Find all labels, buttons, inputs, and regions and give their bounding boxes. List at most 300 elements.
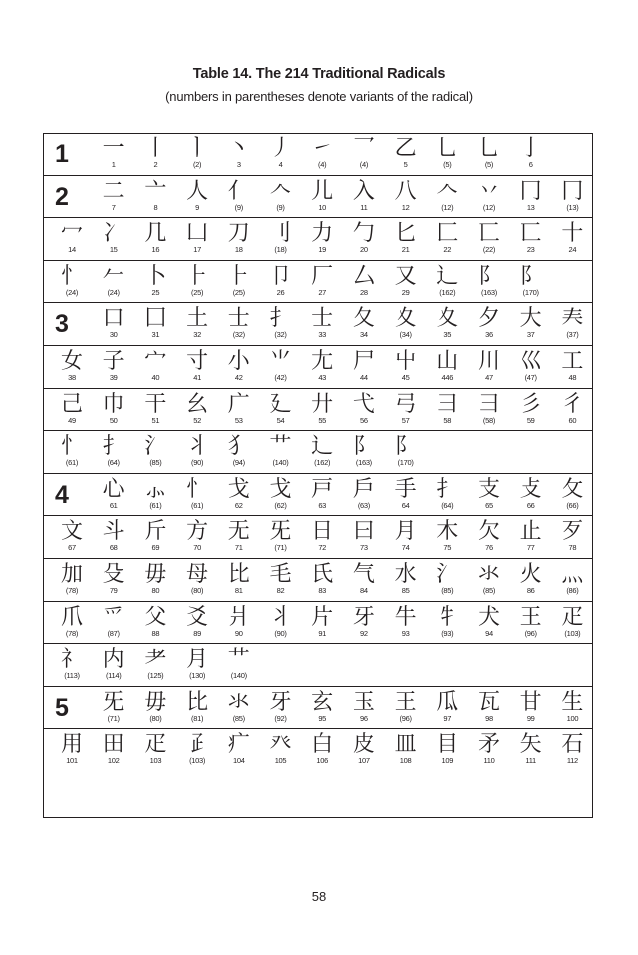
radical-cell	[218, 603, 260, 644]
radical-glyph: 氏	[311, 562, 334, 587]
radical-number: 12	[401, 202, 410, 212]
radical-number: 85	[401, 586, 410, 595]
radical-number: 63	[318, 500, 327, 510]
radical-glyph: 𠂉	[102, 263, 125, 289]
radical-number: (66)	[566, 500, 579, 510]
radical-number: (170)	[522, 287, 539, 297]
radical-glyph: 犬	[477, 604, 500, 630]
radical-cell	[51, 517, 93, 558]
radical-glyph: 勹	[352, 221, 375, 247]
radical-glyph: 乛	[352, 136, 375, 161]
radical-cell	[468, 134, 510, 175]
radical-cell	[218, 560, 260, 601]
radical-cell	[551, 603, 593, 644]
radical-number: 62	[234, 500, 243, 510]
radical-number: (61)	[191, 500, 204, 510]
radical-cell	[93, 603, 135, 644]
radical-cell	[134, 390, 176, 431]
radical-number: (5)	[443, 160, 452, 169]
radical-glyph: 牙	[352, 604, 375, 630]
radical-glyph: 生	[561, 689, 584, 715]
radical-number: 81	[234, 586, 243, 595]
radical-glyph: 父	[144, 604, 167, 630]
radical-cell	[134, 475, 176, 516]
radical-cell	[301, 730, 343, 772]
radical-glyph: 月	[394, 519, 417, 545]
radical-number: (96)	[524, 628, 537, 638]
radical-cell	[260, 390, 302, 431]
radical-glyph: 幺	[186, 391, 209, 417]
radical-number: 52	[193, 415, 201, 425]
radical-number: 68	[109, 543, 118, 553]
radical-glyph: 乚	[477, 136, 500, 161]
radical-glyph: 爿	[227, 604, 250, 630]
radical-cell	[176, 432, 218, 473]
radical-glyph: 彐	[436, 391, 459, 417]
radical-glyph: 乙	[394, 136, 417, 161]
radical-number: 6	[528, 160, 533, 169]
radical-glyph: 戈	[227, 476, 250, 502]
radical-number: (25)	[191, 287, 204, 297]
radical-glyph: 丬	[186, 434, 209, 460]
radical-cell	[426, 688, 468, 729]
radical-glyph: 囗	[144, 306, 167, 332]
radical-number: (4)	[359, 160, 369, 169]
radical-glyph: 瓦	[477, 689, 500, 715]
radical-cell	[218, 262, 260, 303]
radical-number: 33	[318, 330, 327, 340]
radical-number: (80)	[191, 586, 204, 595]
radical-glyph: 无	[227, 519, 250, 545]
radical-glyph: 干	[144, 391, 167, 417]
radical-cell	[134, 262, 176, 303]
radical-cell	[301, 560, 343, 601]
radical-glyph: 比	[186, 689, 209, 715]
radical-cell	[510, 517, 552, 558]
radical-cell	[218, 688, 260, 729]
radical-number: 90	[234, 628, 243, 638]
radical-cell	[551, 177, 593, 218]
radical-glyph: 彳	[561, 391, 584, 417]
radical-number: 111	[525, 756, 536, 766]
radical-glyph: 冫	[102, 221, 125, 247]
radical-glyph: 水	[394, 562, 417, 587]
radical-cell	[51, 262, 93, 303]
radical-cell	[343, 304, 385, 345]
radical-number: 97	[443, 713, 452, 723]
radical-number: 64	[401, 500, 410, 510]
radical-cell	[385, 603, 427, 644]
radical-glyph: 艹	[269, 434, 292, 460]
radical-glyph: 工	[561, 349, 584, 374]
radical-cell	[51, 645, 93, 686]
radical-cell	[51, 432, 93, 473]
radical-cell	[468, 603, 510, 644]
radical-cell	[93, 262, 135, 303]
radical-cell	[176, 517, 218, 558]
radical-glyph: 辶	[436, 263, 459, 289]
radical-number: 29	[401, 287, 410, 297]
radical-cell	[468, 730, 510, 772]
table-row	[44, 475, 592, 517]
radical-glyph: 冂	[561, 178, 584, 204]
radical-glyph: 小	[227, 349, 250, 374]
radical-cell	[426, 219, 468, 260]
radical-cell	[260, 688, 302, 729]
radical-glyph: 皮	[352, 732, 375, 758]
radical-glyph: 用	[60, 732, 83, 758]
radical-cell	[510, 262, 552, 303]
radical-number: 77	[526, 543, 535, 553]
radical-glyph: 疋	[561, 604, 584, 630]
radical-number: 30	[109, 330, 118, 340]
radical-cell	[551, 730, 593, 772]
radical-cell	[385, 475, 427, 516]
radical-glyph: 止	[519, 519, 542, 545]
radical-glyph: 𠆢	[436, 178, 459, 204]
radical-cell	[343, 517, 385, 558]
radical-number: 92	[360, 628, 368, 638]
table-row	[44, 347, 592, 389]
radical-number: 65	[485, 500, 493, 510]
radical-glyph: 刀	[227, 221, 250, 247]
radical-glyph: 丬	[269, 604, 292, 630]
radical-number: (18)	[274, 245, 287, 255]
radical-cell	[510, 219, 552, 260]
radical-number: (37)	[566, 330, 579, 340]
radical-glyph: 戶	[352, 476, 375, 502]
radical-cell	[93, 517, 135, 558]
radical-cell	[343, 730, 385, 772]
radical-glyph: 戸	[311, 476, 334, 502]
radical-cell	[510, 603, 552, 644]
radical-glyph: 木	[436, 519, 459, 545]
radical-cell	[93, 304, 135, 345]
radical-cell	[93, 134, 135, 175]
radical-number: 76	[485, 543, 493, 553]
radical-glyph: 女	[60, 349, 83, 374]
radical-glyph: 戈	[269, 476, 292, 502]
radical-cell	[343, 475, 385, 516]
radical-glyph: 母	[186, 562, 209, 587]
radical-glyph: 二	[102, 178, 125, 204]
radical-cell	[134, 177, 176, 218]
radical-glyph: 士	[311, 306, 334, 332]
radical-glyph: 曰	[352, 519, 375, 545]
radical-number: 93	[401, 628, 410, 638]
radical-glyph: 夕	[477, 306, 500, 332]
radical-cell	[510, 475, 552, 516]
radical-glyph: ㅣ	[186, 136, 208, 161]
radical-number: 11	[360, 202, 368, 212]
stroke-count-label: 4	[55, 480, 69, 509]
radical-glyph: 攵	[561, 476, 584, 502]
radical-glyph: 彡	[519, 391, 542, 417]
radical-glyph: 石	[561, 732, 584, 758]
radical-number: (62)	[274, 500, 287, 510]
radical-number: 56	[360, 415, 368, 425]
radical-number: (163)	[355, 458, 372, 468]
radical-number: 99	[526, 713, 535, 723]
radical-cell	[343, 390, 385, 431]
radical-number: (42)	[274, 373, 287, 382]
radical-glyph: 玉	[352, 689, 375, 715]
radical-number: 89	[193, 628, 201, 638]
radical-number: (81)	[191, 713, 204, 723]
radical-number: 18	[234, 245, 243, 255]
radical-glyph: 力	[311, 221, 334, 247]
radical-cell	[468, 688, 510, 729]
radical-cell	[218, 432, 260, 473]
radical-cell	[176, 262, 218, 303]
table-row	[44, 390, 592, 432]
radical-cell	[426, 475, 468, 516]
radical-cell	[218, 304, 260, 345]
radical-number: 59	[526, 415, 535, 425]
radical-number: 1	[111, 160, 116, 169]
radical-cell	[176, 134, 218, 175]
radical-number: (64)	[107, 458, 120, 468]
radical-cell	[218, 390, 260, 431]
radical-glyph: 牜	[436, 604, 459, 630]
radical-glyph: 白	[311, 732, 334, 758]
radical-number: 72	[318, 543, 327, 553]
radical-number: (114)	[105, 671, 122, 681]
radical-cell	[551, 475, 593, 516]
radical-cell	[260, 177, 302, 218]
radical-cell	[551, 390, 593, 431]
radical-number: 26	[276, 287, 285, 297]
radical-glyph: 毛	[269, 562, 292, 587]
radical-number: 8	[153, 202, 158, 212]
radical-glyph: 丿	[269, 136, 292, 161]
radical-number: 73	[360, 543, 368, 553]
radical-number: (90)	[191, 458, 204, 468]
radical-cell	[385, 219, 427, 260]
radical-cell	[260, 517, 302, 558]
radical-number: 58	[443, 415, 452, 425]
radical-cell	[260, 219, 302, 260]
radical-number: (61)	[149, 500, 162, 510]
radical-glyph: 气	[352, 562, 375, 587]
radical-cell	[51, 390, 93, 431]
radical-number: 7	[111, 202, 116, 212]
radical-number: 44	[360, 373, 368, 382]
radical-glyph: 癶	[269, 732, 292, 758]
radical-number: 108	[399, 756, 412, 766]
radical-number: (78)	[65, 628, 79, 638]
radical-cell	[468, 262, 510, 303]
radical-cell	[51, 560, 93, 601]
radical-cell	[426, 517, 468, 558]
radical-cell	[176, 645, 218, 686]
radical-cell	[343, 262, 385, 303]
radical-number: 101	[66, 756, 78, 766]
radical-glyph: 方	[186, 519, 209, 545]
radical-cell	[510, 347, 552, 388]
radical-glyph: 斗	[102, 519, 125, 545]
radical-cell	[551, 347, 593, 388]
radical-number: 3	[236, 160, 241, 169]
radical-glyph: 丶	[227, 136, 250, 161]
radical-number: 69	[151, 543, 160, 553]
radical-glyph: 丷	[477, 178, 500, 204]
radical-glyph: 亅	[519, 136, 542, 161]
radical-cell	[51, 347, 93, 388]
radical-glyph: 厂	[311, 263, 334, 289]
radical-cell	[260, 134, 302, 175]
radical-number: 82	[276, 586, 285, 595]
radical-glyph: ⺗	[144, 476, 167, 502]
radical-number: 14	[68, 245, 76, 255]
radical-glyph: 八	[394, 178, 417, 204]
radical-number: 43	[318, 373, 327, 382]
radical-cell	[551, 517, 593, 558]
radical-number: 74	[401, 543, 410, 553]
radical-cell	[510, 688, 552, 729]
radical-cell	[218, 730, 260, 772]
radical-cell	[301, 517, 343, 558]
radical-number: (85)	[482, 586, 496, 595]
radical-number: 60	[568, 415, 577, 425]
radical-cell	[468, 475, 510, 516]
radical-cell	[551, 304, 593, 345]
radical-cell	[468, 177, 510, 218]
radical-cell	[343, 134, 385, 175]
radical-number: (130)	[189, 671, 206, 681]
radical-cell	[468, 560, 510, 601]
table-row	[44, 645, 592, 687]
radical-number: 5	[403, 160, 408, 169]
radical-number: 31	[151, 330, 160, 340]
radical-cell	[301, 177, 343, 218]
radical-glyph: 卜	[144, 263, 167, 289]
stroke-count-label: 3	[55, 310, 69, 339]
radical-glyph: 廴	[269, 391, 292, 417]
radical-number: 19	[318, 245, 327, 255]
radical-cell	[260, 262, 302, 303]
radical-glyph: 乚	[436, 136, 459, 161]
radical-number: (61)	[65, 458, 79, 468]
radical-number: 39	[109, 373, 118, 382]
radical-cell	[385, 262, 427, 303]
radical-number: 50	[109, 415, 118, 425]
radical-number: 32	[193, 330, 201, 340]
radical-glyph: 玄	[311, 689, 334, 715]
radical-glyph: 阝	[477, 263, 500, 289]
table-row	[44, 730, 592, 772]
radical-number: 49	[68, 415, 76, 425]
radical-cell	[134, 219, 176, 260]
radical-glyph: 𠆢	[269, 178, 292, 204]
radical-cell	[260, 304, 302, 345]
radical-number: 104	[232, 756, 245, 766]
radical-number: 107	[358, 756, 370, 766]
radical-number: 45	[401, 373, 410, 382]
radical-number: 75	[443, 543, 452, 553]
radical-number: 84	[360, 586, 368, 595]
radical-glyph: 灬	[561, 562, 584, 587]
radical-cell	[260, 560, 302, 601]
table-row	[44, 177, 592, 219]
radical-number: (34)	[399, 330, 412, 340]
radical-number: (85)	[441, 586, 454, 595]
radical-number: (125)	[147, 671, 164, 681]
radical-cell	[343, 603, 385, 644]
radical-glyph: 王	[519, 604, 542, 630]
radical-number: (162)	[314, 458, 331, 468]
radical-glyph: 耂	[144, 647, 167, 673]
radical-number: 110	[483, 756, 495, 766]
radical-cell	[93, 347, 135, 388]
radical-glyph: 儿	[311, 178, 334, 204]
radical-number: 86	[526, 586, 535, 595]
radical-number: (140)	[272, 458, 289, 468]
radical-cell	[93, 645, 135, 686]
radical-number: (63)	[357, 500, 370, 510]
radical-number: 71	[234, 543, 243, 553]
radical-cell	[260, 432, 302, 473]
table-title: Table 14. The 214 Traditional Radicals	[192, 66, 446, 82]
radical-glyph: 阝	[352, 434, 375, 460]
radical-number: 96	[360, 713, 368, 723]
radical-cell	[93, 475, 135, 516]
radical-cell	[218, 219, 260, 260]
radical-glyph: 皿	[394, 732, 417, 758]
radical-cell	[551, 219, 593, 260]
radical-glyph: 尸	[352, 349, 375, 374]
radical-number: 57	[401, 415, 410, 425]
radical-number: (9)	[234, 202, 243, 212]
radical-glyph: 氺	[227, 689, 250, 715]
radical-glyph: 阝	[519, 263, 542, 289]
radical-number: 13	[526, 202, 535, 212]
radical-glyph: 匕	[394, 221, 417, 247]
radical-number: 79	[109, 586, 118, 595]
radical-number: 47	[485, 373, 493, 382]
radical-glyph: 加	[60, 562, 83, 587]
table-row	[44, 560, 592, 602]
radical-cell	[385, 517, 427, 558]
radical-glyph: 川	[477, 349, 500, 374]
radical-glyph: 忄	[186, 476, 209, 502]
radical-cell	[343, 688, 385, 729]
radical-cell	[301, 688, 343, 729]
radical-glyph: 扌	[269, 306, 292, 332]
radical-cell	[93, 219, 135, 260]
radical-cell	[468, 304, 510, 345]
radical-cell	[176, 304, 218, 345]
radical-number: 67	[68, 543, 76, 553]
radical-cell	[51, 730, 93, 772]
radical-glyph: 亻	[227, 178, 250, 204]
radical-glyph: 士	[227, 306, 250, 332]
radical-glyph: 扌	[102, 434, 125, 460]
radical-number: 36	[485, 330, 493, 340]
radical-cell	[218, 177, 260, 218]
radical-glyph: 毋	[144, 562, 167, 587]
radical-glyph: 冂	[519, 178, 542, 204]
radical-glyph: 子	[102, 349, 125, 374]
radical-cell	[260, 475, 302, 516]
radical-glyph: 人	[186, 178, 209, 204]
radical-glyph: 入	[352, 178, 375, 204]
radical-cell	[260, 730, 302, 772]
radical-number: 15	[109, 245, 118, 255]
radical-cell	[385, 432, 427, 473]
radical-number: 21	[401, 245, 410, 255]
radical-cell	[134, 432, 176, 473]
